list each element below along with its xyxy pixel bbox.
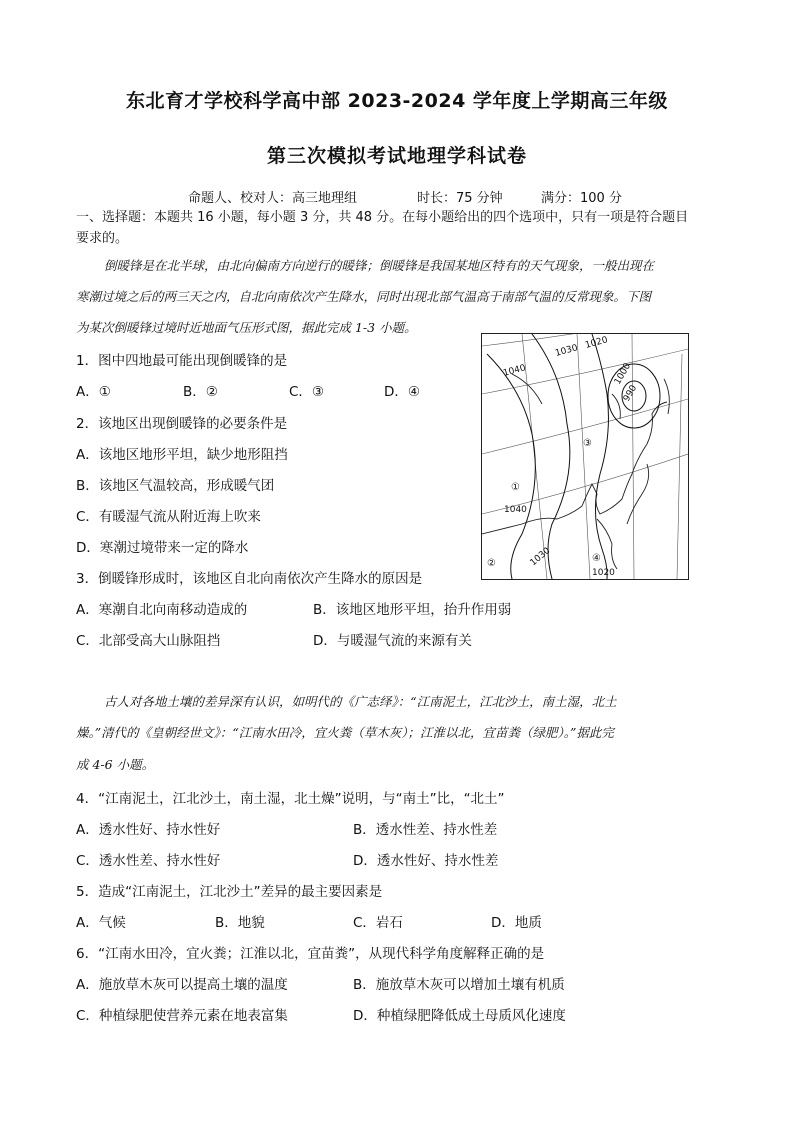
isobar-label: 1030 [528, 545, 553, 569]
isobar-label: 990 [621, 383, 640, 404]
passage1-line3: 为某次倒暖锋过境时近地面气压形式图，据此完成 1-3 小题。 [76, 320, 417, 335]
point-1-label: ① [511, 482, 520, 493]
exam-title-line2: 第三次模拟考试地理学科试卷 [266, 145, 527, 167]
question-1-option-a[interactable]: A．① [76, 384, 111, 400]
isobar-map [481, 333, 689, 580]
exam-title-line1: 东北育才学校科学高中部 2023-2024 学年度上学期高三年级 [126, 90, 668, 112]
point-2-label: ② [487, 558, 496, 569]
question-1-option-c[interactable]: C．③ [289, 384, 325, 400]
question-5-option-d[interactable]: D．地质 [491, 915, 542, 931]
question-2-option-c[interactable]: C．有暖湿气流从附近海上吹来 [76, 509, 261, 525]
question-3-option-d[interactable]: D．与暖湿气流的来源有关 [313, 633, 472, 649]
isobar-label: 1040 [504, 505, 527, 515]
question-5-option-a[interactable]: A．气候 [76, 915, 126, 931]
question-5-option-b[interactable]: B．地貌 [215, 915, 265, 931]
question-4-option-a[interactable]: A．透水性好、持水性好 [76, 822, 221, 838]
isobar-labels [502, 335, 639, 578]
question-6-option-d[interactable]: D．种植绿肥降低成土母质风化速度 [353, 1008, 566, 1024]
question-2-stem: 2．该地区出现倒暖锋的必要条件是 [76, 416, 288, 432]
isobar-label: 1020 [584, 335, 609, 351]
question-3-option-a[interactable]: A．寒潮自北向南移动造成的 [76, 602, 248, 618]
isobar-label: 1020 [592, 568, 615, 578]
question-2-option-d[interactable]: D．寒潮过境带来一定的降水 [76, 540, 249, 556]
exam-score: 满分：100 分 [541, 191, 622, 206]
passage2-line1: 古人对各地土壤的差异深有认识，如明代的《广志绎》：“江南泥土，江北沙土，南土湿，北土 [104, 694, 617, 709]
exam-author: 命题人、校对人：高三地理组 [188, 191, 358, 206]
question-1-option-d[interactable]: D．④ [384, 384, 420, 400]
point-4-label: ④ [592, 553, 601, 564]
question-4-option-d[interactable]: D．透水性好、持水性差 [353, 853, 499, 869]
question-6-option-b[interactable]: B．施放草木灰可以增加土壤有机质 [353, 977, 565, 993]
question-1-option-b[interactable]: B．② [183, 384, 218, 400]
point-3-label: ③ [583, 438, 592, 449]
question-6-option-a[interactable]: A．施放草木灰可以提高土壤的温度 [76, 977, 288, 993]
question-4-stem: 4．“江南泥土，江北沙土，南土湿，北土燥”说明，与“南土”比，“北土” [76, 791, 505, 807]
passage1-line1: 倒暖锋是在北半球，由北向偏南方向逆行的暖锋；倒暖锋是我国某地区特有的天气现象，一般出现在 [104, 258, 655, 273]
instructions-line2: 要求的。 [76, 231, 129, 246]
isobar-label: 1000 [612, 361, 634, 387]
question-3-option-c[interactable]: C．北部受高大山脉阻挡 [76, 633, 221, 649]
question-4-option-b[interactable]: B．透水性差、持水性差 [353, 822, 498, 838]
map-coastline [482, 374, 669, 569]
passage2-line3: 成 4-6 小题。 [76, 757, 155, 772]
question-6-option-c[interactable]: C．种植绿肥使营养元素在地表富集 [76, 1008, 288, 1024]
isobar-label: 1040 [502, 363, 527, 379]
isobar-map-svg [482, 334, 688, 579]
isobar-label: 1030 [554, 343, 579, 359]
question-2-option-b[interactable]: B．该地区气温较高，形成暖气团 [76, 478, 275, 494]
question-6-stem: 6．“江南水田冷，宜火粪；江淮以北，宜苗粪”，从现代科学角度解释正确的是 [76, 946, 545, 962]
question-5-stem: 5．造成“江南泥土，江北沙土”差异的最主要因素是 [76, 884, 383, 900]
question-3-option-b[interactable]: B．该地区地形平坦，抬升作用弱 [313, 602, 512, 618]
exam-duration: 时长：75 分钟 [417, 191, 503, 206]
question-2-option-a[interactable]: A．该地区地形平坦，缺少地形阻挡 [76, 447, 288, 463]
question-4-option-c[interactable]: C．透水性差、持水性好 [76, 853, 221, 869]
instructions-line1: 一、选择题：本题共 16 小题，每小题 3 分，共 48 分。在每小题给出的四个选项中，只有一项是符合题目 [76, 210, 689, 225]
question-3-stem: 3．倒暖锋形成时，该地区自北向南依次产生降水的原因是 [76, 571, 423, 587]
question-1-stem: 1．图中四地最可能出现倒暖锋的是 [76, 353, 288, 369]
passage1-line2: 寒潮过境之后的两三天之内，自北向南依次产生降水，同时出现北部气温高于南部气温的反常现象。下图 [76, 289, 652, 304]
passage2-line2: 燥。”清代的《皇朝经世文》：“江南水田冷，宜火粪（草木灰）；江淮以北，宜苗粪（绿肥）。”据此完 [76, 725, 614, 740]
question-5-option-c[interactable]: C．岩石 [353, 915, 403, 931]
